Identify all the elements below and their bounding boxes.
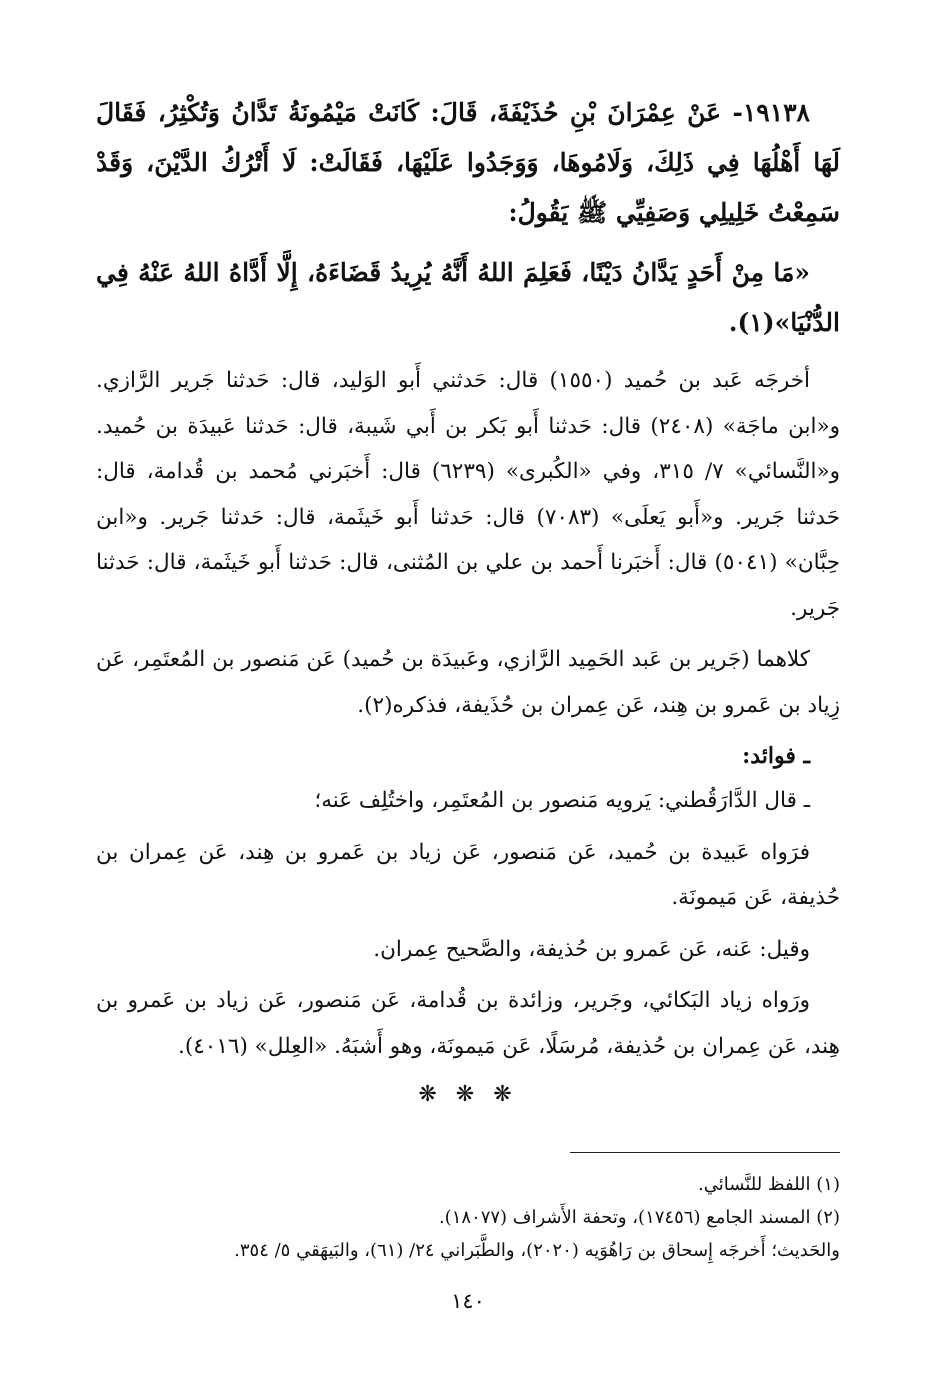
hadith-quote: «مَا مِنْ أَحَدٍ يَدَّانُ دَيْنًا، فَعَلِمَ اللهُ أَنَّهُ يُرِيدُ قَضَاءَهُ، إِلَّا أَدَّاهُ اللهُ عَنْهُ فِي الدُّنْيَا»(١). <box>96 258 840 337</box>
footnote-1: (١) اللفظ للنَّسائي. <box>698 1174 840 1195</box>
hadith-text: عَنْ عِمْرَانَ بْنِ حُذَيْفَةَ، قَالَ: كَانَتْ مَيْمُونَةُ تَدَّانُ وَتُكْثِرُ، فَقَالَ لَهَا أَهْلُهَا فِي ذَلِكَ، وَلَامُوهَا، وَوَجَدُوا عَلَيْهَا، فَقَالَتْ: لَا أَتْرُكُ الدَّيْنَ، وَقَدْ سَمِعْتُ خَلِيلِي وَصَفِيِّي ﷺ يَقُولُ: <box>96 98 840 227</box>
page <box>96 88 840 1348</box>
fawaid-paragraph-2: وقيل: عَنه، عَن عَمرو بن حُذيفة، والصَّحيح عِمران. <box>373 936 810 962</box>
fawaid-heading: ـ فوائد: <box>742 743 810 769</box>
footnote-2-continuation: والحَديث؛ أَخرجَه إِسحاق بن رَاهُوَيه (٢٠٢٠)، والطَّبَراني ٢٤/ (٦١)، والبَيهَقي ٥/ ٣٥٤. <box>234 1240 840 1261</box>
hadith-number: ١٩١٣٨- <box>732 98 810 127</box>
daraqutni-paragraph: ـ قال الدَّارَقُطني: يَرويه مَنصور بن المُعتَمِر، واختُلِف عَنه؛ <box>314 788 810 813</box>
takhrij-paragraph: أخرجَه عَبد بن حُميد (١٥٥٠) قال: حَدثني أَبو الوَليد، قال: حَدثنا جَرير الرَّازي. و«ابن ماجَة» (٢٤٠٨) قال: حَدثنا أَبو بَكر بن أَبي شَيبة، قال: حَدثنا عَبيدَة بن حُميد. و«النَّسائي» ٧/ ٣١٥، وفي «الكُبرى» (٦٢٣٩) قال: أَخبَرني مُحمد بن قُدامة، قال: حَدثنا جَرير. و«أَبو يَعلَى» (٧٠٨٣) قال: حَدثنا أَبو خَيثَمة، قال: حَدثنا جَرير. و«ابن حِبَّان» (٥٠٤١) قال: أَخبَرنا أَحمد بن علي بن المُثنى، قال: حَدثنا أَبو خَيثَمة، قال: حَدثنا جَرير. <box>96 368 841 621</box>
footnote-divider <box>570 1152 840 1153</box>
footnote-2: (٢) المسند الجامع (١٧٤٥٦)، وتحفة الأَشراف (١٨٠٧٧). <box>438 1207 840 1228</box>
footnotes <box>96 1168 840 1267</box>
fawaid-paragraph-1: فرَواه عَبيدة بن حُميد، عَن مَنصور، عَن زياد بن عَمرو بن هِند، عَن عِمران بن حُذيفة، عَن مَيمونَة. <box>96 839 840 910</box>
takhrij-both-paragraph: كلاهما (جَرير بن عَبد الحَمِيد الرَّازي، وعَبيدَة بن حُميد) عَن مَنصور بن المُعتَمِر، عَن زِياد بن عَمرو بن هِند، عَن عِمران بن حُذَيفة، فذكره(٢). <box>96 647 840 718</box>
hadith-paragraph <box>96 88 840 238</box>
section-separator: ❋ ❋ ❋ <box>418 1082 518 1107</box>
page-number: ١٤٠ <box>451 1289 485 1313</box>
fawaid-paragraph-3: ورَواه زياد البَكائي، وجَرير، وزائدة بن قُدامة، عَن مَنصور، عَن زياد بن عَمرو بن هِند، عَن عِمران بن حُذيفة، مُرسَلًا، عَن مَيمونَة، وهو أَشبَهُ. «العِلل» (٤٠١٦). <box>96 988 840 1059</box>
